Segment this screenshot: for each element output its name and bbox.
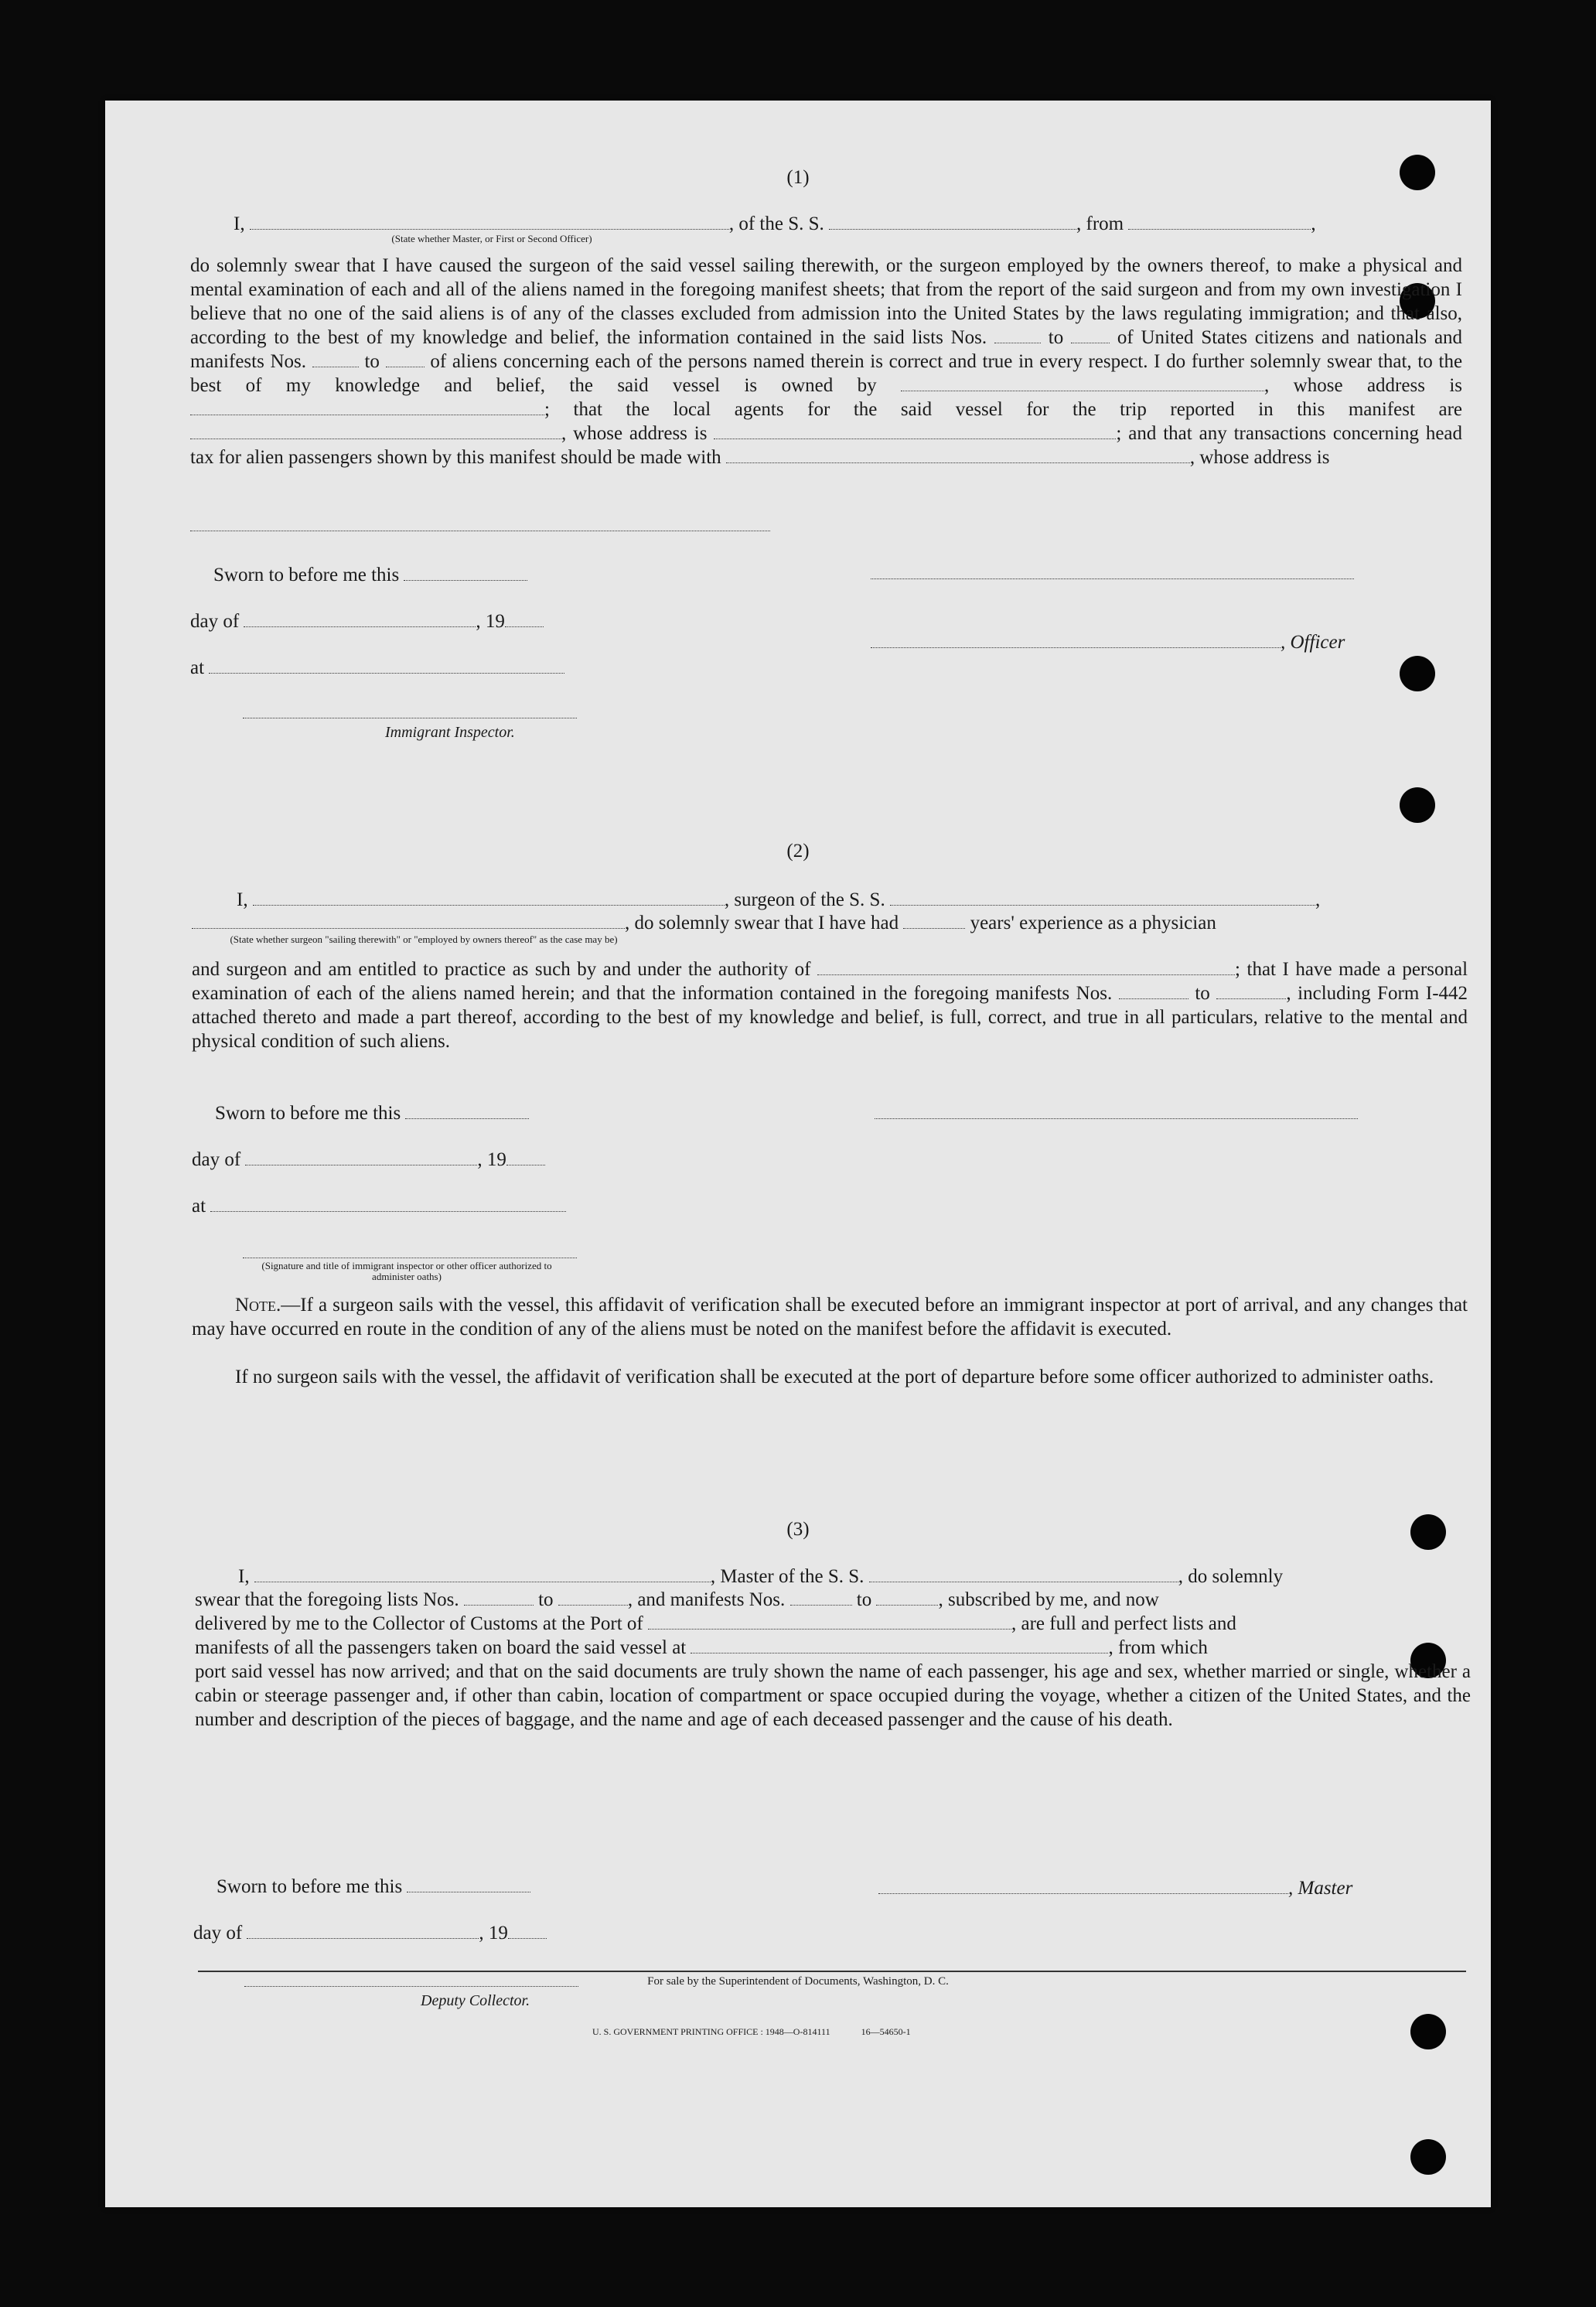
s3-sworn-line: [217, 1875, 530, 1899]
s1-whose-address-2: whose address is: [573, 423, 708, 444]
s3-deputy-label: Deputy Collector.: [421, 1992, 530, 2009]
s2-years-field[interactable]: [903, 913, 965, 929]
s1-name-field[interactable]: [250, 213, 729, 230]
s2-at-field[interactable]: [210, 1196, 566, 1212]
section-1-number: (1): [786, 167, 810, 188]
s2-sworn-label: Sworn to before me this: [215, 1103, 401, 1124]
s1-to-1: to: [1048, 327, 1064, 348]
s2-day-line: [192, 1148, 545, 1172]
s1-to-2: to: [364, 351, 380, 372]
s1-month-field[interactable]: [244, 611, 476, 627]
s1-day-line: [190, 609, 544, 633]
s1-officer-signature-line-1[interactable]: [871, 578, 1354, 579]
form-page: [105, 101, 1491, 2207]
s3-body: [195, 1588, 1471, 1732]
s2-oath-line: [237, 888, 1466, 912]
s1-semi: ;: [544, 399, 550, 420]
s1-at-label: at: [190, 657, 205, 678]
footer-gpo-imprint: [592, 2026, 911, 2038]
s3-body-text-1: swear that the foregoing lists Nos.: [195, 1589, 459, 1610]
s1-lists-from-field[interactable]: [994, 327, 1041, 343]
s1-i: I,: [234, 213, 245, 234]
punch-hole: [1400, 656, 1435, 691]
s1-owner-field[interactable]: [901, 375, 1264, 391]
s2-capacity-field[interactable]: [192, 913, 625, 929]
s1-body-text-1: do solemnly swear that I have caused the surgeon of the said vessel sailing therewith, or the surgeon employed by the owners thereof, to make a physical and mental examination of each and all of the aliens named in the foregoing manifest sheets; that from the report of the said surgeon and from my own investigation I believe that no one of the said aliens is of any of the classes excluded from admission into the United States by the laws regulating immigration; and that also, according to the best of my knowledge and belief, the information contained in the said lists Nos.: [190, 255, 1462, 348]
s3-master-signature-field[interactable]: [878, 1878, 1288, 1894]
s3-vessel-field[interactable]: [869, 1566, 1178, 1582]
s2-comma: ,: [1315, 889, 1321, 910]
s2-sworn-line: [215, 1101, 529, 1125]
s1-day-of-label: day of: [190, 611, 240, 632]
footer-sale-rule: [198, 1971, 1466, 1972]
s2-surgeon-signature-line[interactable]: [875, 1118, 1358, 1119]
s3-year-prefix: , 19: [479, 1923, 508, 1944]
s2-body-text-3: , including Form I-442 attached thereto and made a part thereof, according to the best of my knowledge and belief, is full, correct, and true in all particulars, relative to the mental and physical condition of such aliens.: [192, 983, 1468, 1052]
s3-to-2: to: [856, 1589, 872, 1610]
s1-officer-line: [871, 630, 1345, 654]
s3-manifests-from-field[interactable]: [790, 1589, 852, 1606]
s1-headtax-field[interactable]: [726, 447, 1190, 463]
s1-comma: ,: [1311, 213, 1316, 234]
s1-lists-to-field[interactable]: [1071, 327, 1110, 343]
s1-inspector-label: Immigrant Inspector.: [385, 724, 515, 741]
s2-month-field[interactable]: [245, 1149, 477, 1165]
s1-officer-caption: (State whether Master, or First or Second Officer): [391, 233, 592, 244]
s2-swear-label: , do solemnly swear that I have had: [625, 913, 899, 933]
s2-years-label: years' experience as a physician: [970, 913, 1216, 933]
punch-hole: [1410, 2139, 1446, 2175]
footer-gpo: U. S. GOVERNMENT PRINTING OFFICE : 1948—O-814111: [592, 2026, 830, 2037]
s1-manifests-to-field[interactable]: [386, 351, 425, 367]
s3-lists-to-field[interactable]: [558, 1589, 628, 1606]
s2-year-field[interactable]: [506, 1149, 545, 1165]
s3-solemnly-label: , do solemnly: [1178, 1566, 1284, 1587]
s3-subscribed: , subscribed by me, and now: [938, 1589, 1159, 1610]
s3-to-1: to: [538, 1589, 554, 1610]
s3-body-text-2: delivered by me to the Collector of Customs at the Port of: [195, 1613, 643, 1634]
s3-lists-from-field[interactable]: [464, 1589, 534, 1606]
s3-i: I,: [238, 1566, 250, 1587]
section-2-number: (2): [786, 841, 810, 862]
s1-whose-address-3: , whose address is: [1189, 447, 1330, 468]
s1-sworn-label: Sworn to before me this: [213, 565, 400, 585]
s1-body-text-2: of United States citizens and nationals and manifests Nos.: [190, 327, 1463, 372]
s1-of-ss: , of the S. S.: [728, 213, 824, 234]
s1-sworn-day-field[interactable]: [404, 565, 527, 581]
s3-day-line: [193, 1921, 547, 1945]
s2-manifests-to-field[interactable]: [1216, 983, 1286, 999]
s3-body-text-3: manifests of all the passengers taken on board the said vessel at: [195, 1637, 687, 1658]
s2-note-text-2: If no surgeon sails with the vessel, the affidavit of verification shall be executed at the port of departure before some officer authorized to administer oaths.: [235, 1367, 1434, 1387]
s2-body-text-1: and surgeon and am entitled to practice as such by and under the authority of: [192, 959, 811, 980]
s3-sworn-day-field[interactable]: [407, 1876, 530, 1892]
s1-at-field[interactable]: [209, 657, 564, 674]
s2-note: [192, 1293, 1468, 1341]
s2-vessel-field[interactable]: [890, 889, 1315, 906]
s1-year-field[interactable]: [505, 611, 544, 627]
s2-note-label: Note.: [235, 1295, 281, 1316]
s2-at-line: [192, 1194, 566, 1218]
s1-owner-address-field[interactable]: [190, 399, 544, 415]
s1-officer-label: , Officer: [1281, 632, 1345, 653]
s3-row-2: [195, 1612, 1471, 1636]
s1-from-field[interactable]: [1128, 213, 1311, 230]
s3-full-label: , are full and perfect lists and: [1011, 1613, 1236, 1634]
s2-name-field[interactable]: [253, 889, 725, 906]
s2-note-text-1: —If a surgeon sails with the vessel, this affidavit of verification shall be executed before an immigrant inspector at port of arrival, and any changes that may have occurred en route in the condition of any of the aliens must be noted on the manifest before the affidavit is executed.: [192, 1295, 1468, 1339]
s2-authority-field[interactable]: [817, 959, 1235, 975]
s2-swear-line: [192, 911, 1468, 935]
s2-to: to: [1195, 983, 1210, 1004]
section-3-number: (3): [786, 1519, 810, 1540]
s2-semi: ;: [1235, 959, 1240, 980]
s3-month-field[interactable]: [247, 1923, 479, 1939]
s3-master-line: [878, 1876, 1352, 1900]
s1-body-text-5: ; and that any transactions concerning head tax for alien passengers shown by this manifest should be made with: [190, 423, 1463, 468]
s3-year-field[interactable]: [508, 1923, 547, 1939]
s3-from-which: , from which: [1108, 1637, 1208, 1658]
s3-name-field[interactable]: [254, 1566, 711, 1582]
s2-capacity-caption: (State whether surgeon "sailing therewith" or "employed by owners thereof" as the case may be): [230, 933, 618, 945]
s1-body-text-4: that the local agents for the said vessel for the trip reported in this manifest are: [573, 399, 1463, 420]
s1-body: do solemnly swear that I have caused the surgeon of the said vessel sailing therewith, or the surgeon employed by the owners thereof, to make a physical and mental examination of each and all of the aliens named in the foregoing manifest sheets; that from the report of the said surgeon and from my own investigation I believe that no one of the said aliens is of any of the classes excluded from admission into the United States by the laws regulating immigration; and that also, according to the best of my knowledge and belief, the information contained in the said lists Nos. to of United States citizens and nationals and manifests Nos. to of aliens concerning each of the persons named therein is correct and true in every respect. I do further solemnly swear that, to the best of my knowledge and belief, the said vessel is owned by , whose address is ; that the local agents for the said vessel for the trip reported in this manifest are , whose address is ; and that any transactions concerning head tax for alien passengers shown by this manifest should be made with , whose address is: [190, 255, 1463, 468]
s3-manifests-to-field[interactable]: [876, 1589, 938, 1606]
s2-body-text-2: that I have made a personal examination of each of the aliens named herein; and that the information contained in the foregoing manifests Nos.: [192, 959, 1468, 1004]
s1-whose-address-1: , whose address is: [1264, 375, 1463, 396]
s2-at-label: at: [192, 1196, 206, 1217]
footer-sale-text: For sale by the Superintendent of Documents, Washington, D. C.: [647, 1975, 949, 1988]
s3-and-manifests: , and manifests Nos.: [627, 1589, 786, 1610]
s1-officer-signature-field[interactable]: [871, 632, 1281, 648]
s1-from: , from: [1076, 213, 1124, 234]
s2-i: I,: [237, 889, 248, 910]
s3-oath-line: [238, 1565, 1468, 1589]
s1-year-prefix: , 19: [476, 611, 505, 632]
s2-surgeon-label: , surgeon of the S. S.: [724, 889, 885, 910]
s1-manifests-from-field[interactable]: [312, 351, 359, 367]
s3-port-field[interactable]: [648, 1613, 1011, 1630]
s1-sworn-line: [213, 563, 527, 587]
s1-at-line: [190, 656, 564, 680]
s2-body: [192, 957, 1468, 1053]
s2-day-of-label: day of: [192, 1149, 241, 1170]
s3-row-1: [195, 1588, 1471, 1612]
s2-signature-caption: (Signature and title of immigrant inspector or other officer authorized to administer oaths): [261, 1260, 552, 1282]
punch-hole: [1410, 2014, 1446, 2049]
s3-body-text-4: port said vessel has now arrived; and that on the said documents are truly shown the name of each passenger, his age and sex, whether married or single, whether a cabin or steerage passenger and, if other than cabin, location of compartment or space occupied during the voyage, whether a citizen of the United States, and the number and description of the pieces of baggage, and the name and age of each deceased passenger and the cause of his death.: [195, 1661, 1471, 1730]
s3-day-of-label: day of: [193, 1923, 243, 1944]
s2-sworn-day-field[interactable]: [405, 1103, 529, 1119]
s3-embark-field[interactable]: [691, 1637, 1108, 1653]
s1-agents-address-field[interactable]: [714, 423, 1116, 439]
s2-note-2: [192, 1365, 1468, 1389]
footer-form-number: 16—54650-1: [861, 2026, 911, 2037]
s3-master-label: , Master of the S. S.: [710, 1566, 864, 1587]
s1-body-text-3: of aliens concerning each of the persons named therein is correct and true in every respect. I do further solemnly swear that, to the best of my knowledge and belief, the said vessel is owned by: [190, 351, 1463, 396]
s3-sworn-label: Sworn to before me this: [217, 1876, 403, 1897]
s1-agents-field[interactable]: [190, 423, 561, 439]
s3-master-label-italic: , Master: [1288, 1878, 1353, 1899]
s1-vessel-field[interactable]: [829, 213, 1076, 230]
s2-manifests-from-field[interactable]: [1119, 983, 1188, 999]
s2-year-prefix: , 19: [477, 1149, 506, 1170]
s3-row-3: [195, 1636, 1471, 1660]
punch-hole: [1400, 787, 1435, 823]
